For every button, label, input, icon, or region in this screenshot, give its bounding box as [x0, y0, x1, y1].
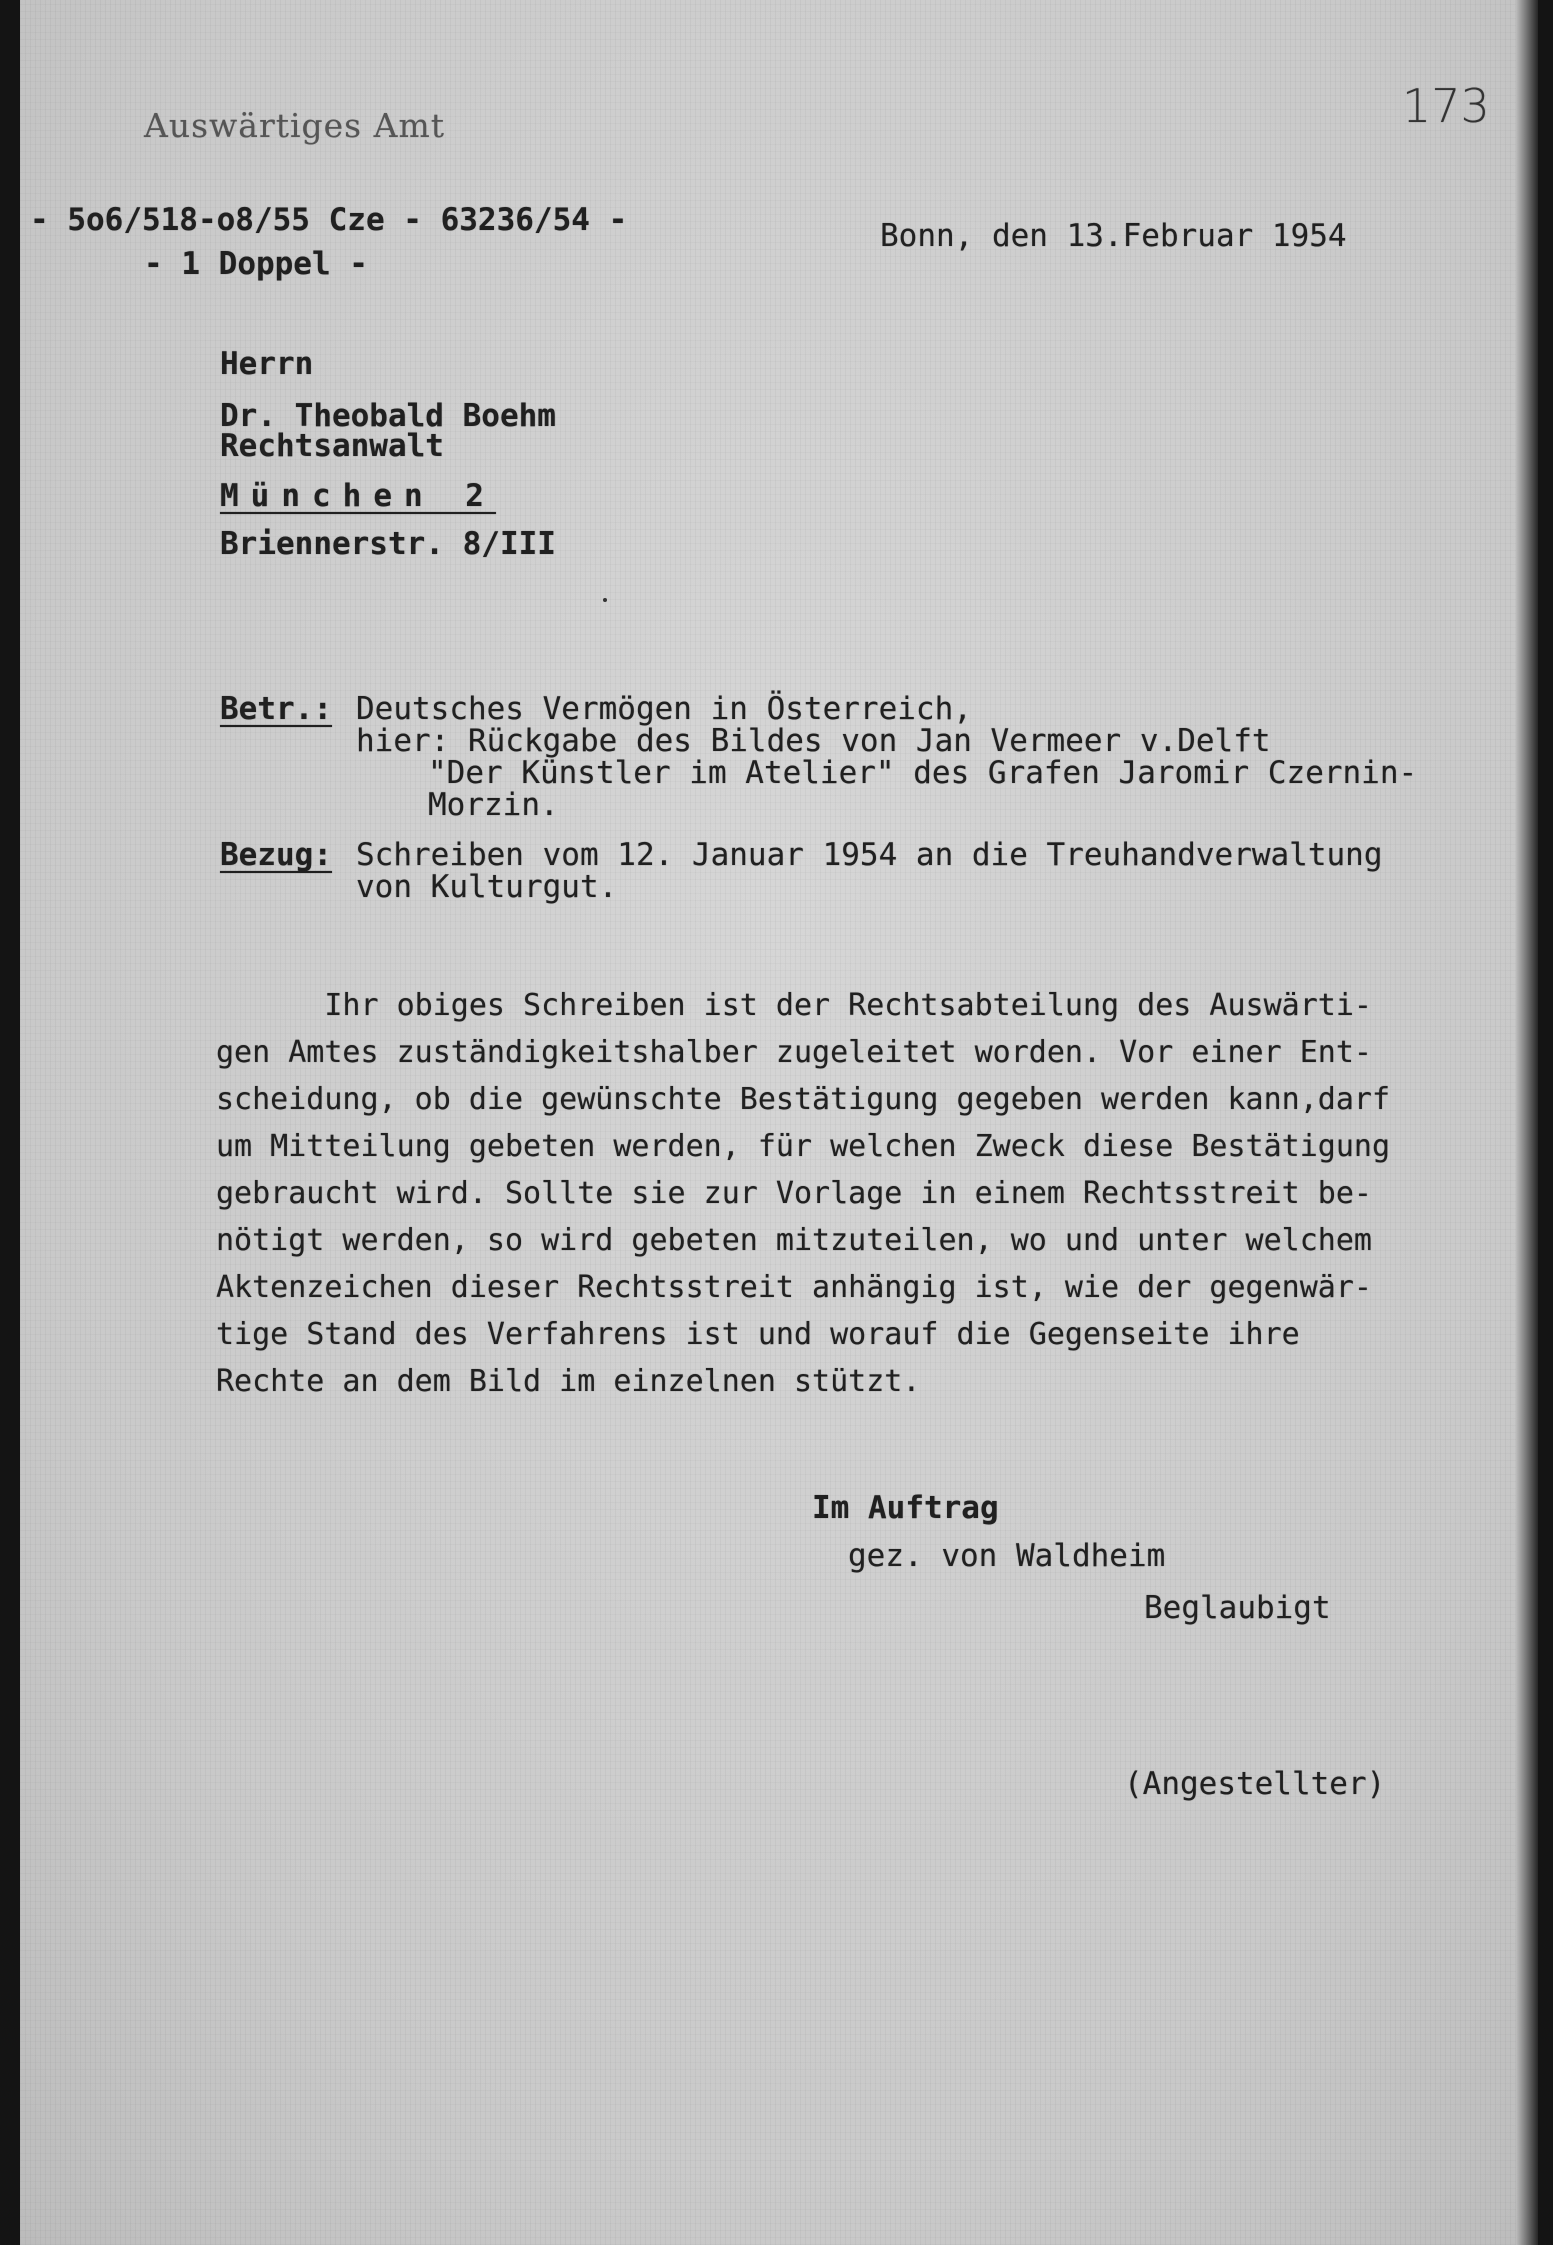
copies-note: - 1 Doppel - — [144, 246, 368, 282]
recipient-city: München 2 — [220, 478, 496, 514]
body-line: scheidung, ob die gewünschte Bestätigung gegeben werden kann,darf — [216, 1082, 1390, 1117]
recipient-name: Dr. Theobald Boehm — [220, 398, 556, 434]
recipient-profession: Rechtsanwalt — [220, 428, 444, 464]
subject-line-3: "Der Künstler im Atelier" des Grafen Jaromir Czernin- — [428, 755, 1418, 791]
subject-line-4: Morzin. — [428, 787, 559, 823]
body-line: gen Amtes zuständigkeitshalber zugeleitet worden. Vor einer Ent- — [216, 1035, 1372, 1070]
reference-line-2: von Kulturgut. — [356, 869, 618, 905]
page-edge-shadow — [1516, 0, 1538, 2245]
body-line: Rechte an dem Bild im einzelnen stützt. — [216, 1364, 921, 1399]
paper-speck — [603, 598, 607, 602]
body-line: nötigt werden, so wird gebeten mitzuteilen, wo und unter welchem — [216, 1223, 1372, 1258]
body-line: Aktenzeichen dieser Rechtsstreit anhängig ist, wie der gegenwär- — [216, 1270, 1372, 1305]
closing-signed: gez. von Waldheim — [848, 1538, 1166, 1574]
recipient-salutation: Herrn — [220, 346, 314, 382]
file-reference: - 5o6/518-o8/55 Cze - 63236/54 - — [30, 202, 628, 238]
office-stamp: Auswärtiges Amt — [144, 106, 445, 145]
closing-on-behalf: Im Auftrag — [812, 1490, 999, 1526]
closing-employee: (Angestellter) — [1124, 1766, 1386, 1802]
subject-line-1: Deutsches Vermögen in Österreich, — [356, 691, 972, 727]
letter-page — [20, 0, 1538, 2245]
body-line: um Mitteilung gebeten werden, für welchen Zweck diese Bestätigung — [216, 1129, 1390, 1164]
reference-line-1: Schreiben vom 12. Januar 1954 an die Treuhandverwaltung — [356, 837, 1383, 873]
body-line: gebraucht wird. Sollte sie zur Vorlage in einem Rechtsstreit be- — [216, 1176, 1372, 1211]
recipient-street: Briennerstr. 8/III — [220, 526, 556, 562]
place-date: Bonn, den 13.Februar 1954 — [880, 218, 1347, 254]
body-line: tige Stand des Verfahrens ist und worauf die Gegenseite ihre — [216, 1317, 1300, 1352]
body-line: Ihr obiges Schreiben ist der Rechtsabteilung des Auswärti- — [216, 988, 1372, 1023]
page-number: 173 — [1402, 79, 1490, 133]
subject-label: Betr.: — [220, 691, 332, 727]
closing-certified: Beglaubigt — [1144, 1590, 1331, 1626]
reference-label: Bezug: — [220, 837, 332, 873]
subject-line-2: hier: Rückgabe des Bildes von Jan Vermeer v.Delft — [356, 723, 1271, 759]
